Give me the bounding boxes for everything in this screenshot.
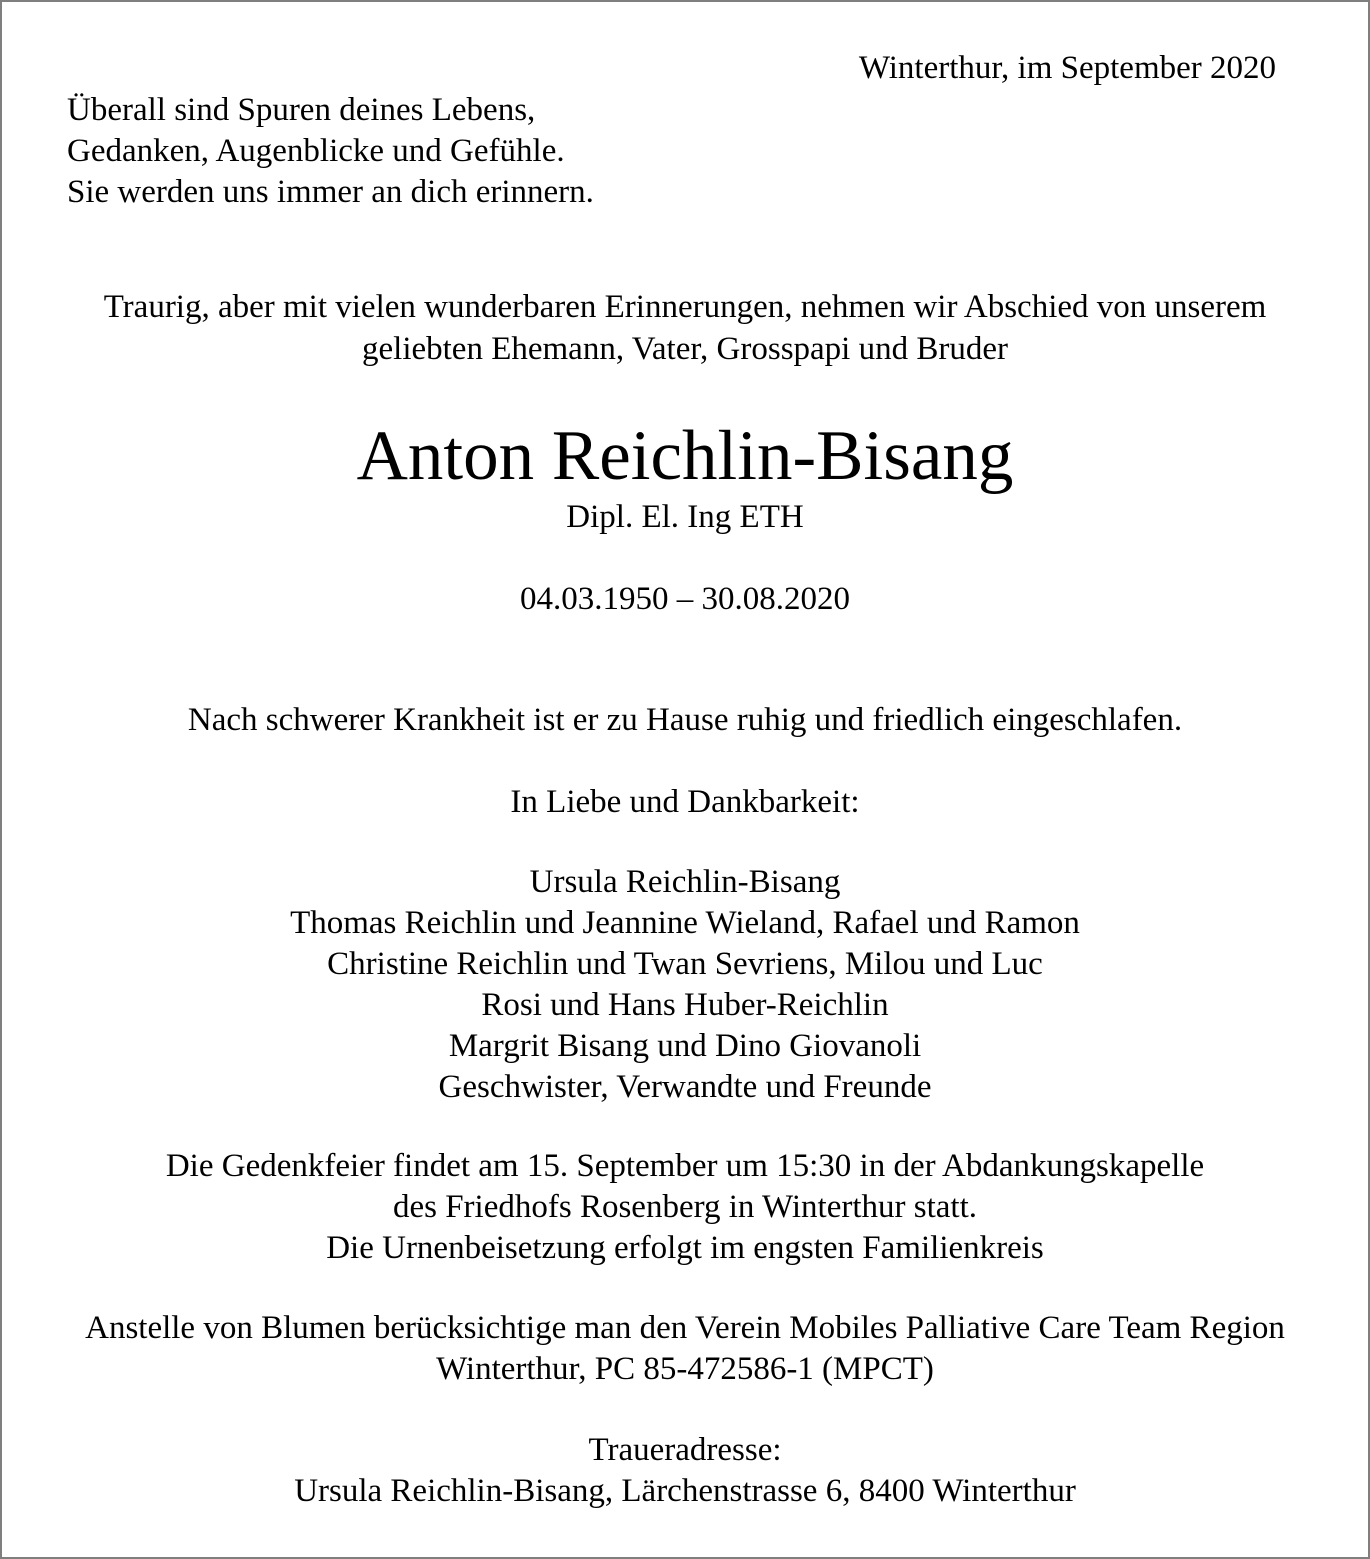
family-entry: Thomas Reichlin und Jeannine Wieland, Rafael und Ramon — [290, 905, 1080, 941]
family-entry: Rosi und Hans Huber-Reichlin — [481, 987, 889, 1023]
poem — [67, 90, 594, 213]
life-dates: 04.03.1950 – 30.08.2020 — [520, 581, 850, 617]
family-entry: Ursula Reichlin-Bisang — [529, 864, 841, 900]
intro-text — [0, 286, 1370, 370]
donation-line: Winterthur, PC 85-472586-1 (MPCT) — [436, 1351, 934, 1387]
family-entry: Geschwister, Verwandte und Freunde — [438, 1069, 932, 1105]
deceased-name: Anton Reichlin-Bisang — [356, 417, 1014, 495]
address-line: Ursula Reichlin-Bisang, Lärchenstrasse 6, 8400 Winterthur — [294, 1473, 1076, 1509]
place-date: Winterthur, im September 2020 — [858, 50, 1276, 86]
mourning-address — [0, 1430, 1370, 1512]
ceremony-line: des Friedhofs Rosenberg in Winterthur statt. — [392, 1189, 978, 1225]
poem-line: Sie werden uns immer an dich erinnern. — [67, 174, 594, 210]
donation-line: Anstelle von Blumen berücksichtige man den Verein Mobiles Palliative Care Team Region — [85, 1310, 1285, 1346]
ceremony-line: Die Gedenkfeier findet am 15. September um 15:30 in der Abdankungskapelle — [165, 1148, 1205, 1184]
ceremony-line: Die Urnenbeisetzung erfolgt im engsten Familienkreis — [326, 1230, 1044, 1266]
poem-line: Gedanken, Augenblicke und Gefühle. — [67, 133, 565, 169]
deceased-title: Dipl. El. Ing ETH — [566, 499, 804, 535]
family-entry: Margrit Bisang und Dino Giovanoli — [448, 1028, 922, 1064]
passing-statement: Nach schwerer Krankheit ist er zu Hause ruhig und friedlich eingeschlafen. — [187, 702, 1183, 738]
ceremony-info — [0, 1146, 1370, 1269]
poem-line: Überall sind Spuren deines Lebens, — [67, 92, 536, 128]
family-list — [0, 862, 1370, 1108]
intro-line: geliebten Ehemann, Vater, Grosspapi und Bruder — [362, 331, 1008, 367]
address-label: Traueradresse: — [588, 1432, 782, 1468]
intro-line: Traurig, aber mit vielen wunderbaren Erinnerungen, nehmen wir Abschied von unserem — [103, 289, 1267, 325]
donation-info — [0, 1308, 1370, 1390]
love-line: In Liebe und Dankbarkeit: — [510, 784, 860, 820]
family-entry: Christine Reichlin und Twan Sevriens, Milou und Luc — [327, 946, 1043, 982]
